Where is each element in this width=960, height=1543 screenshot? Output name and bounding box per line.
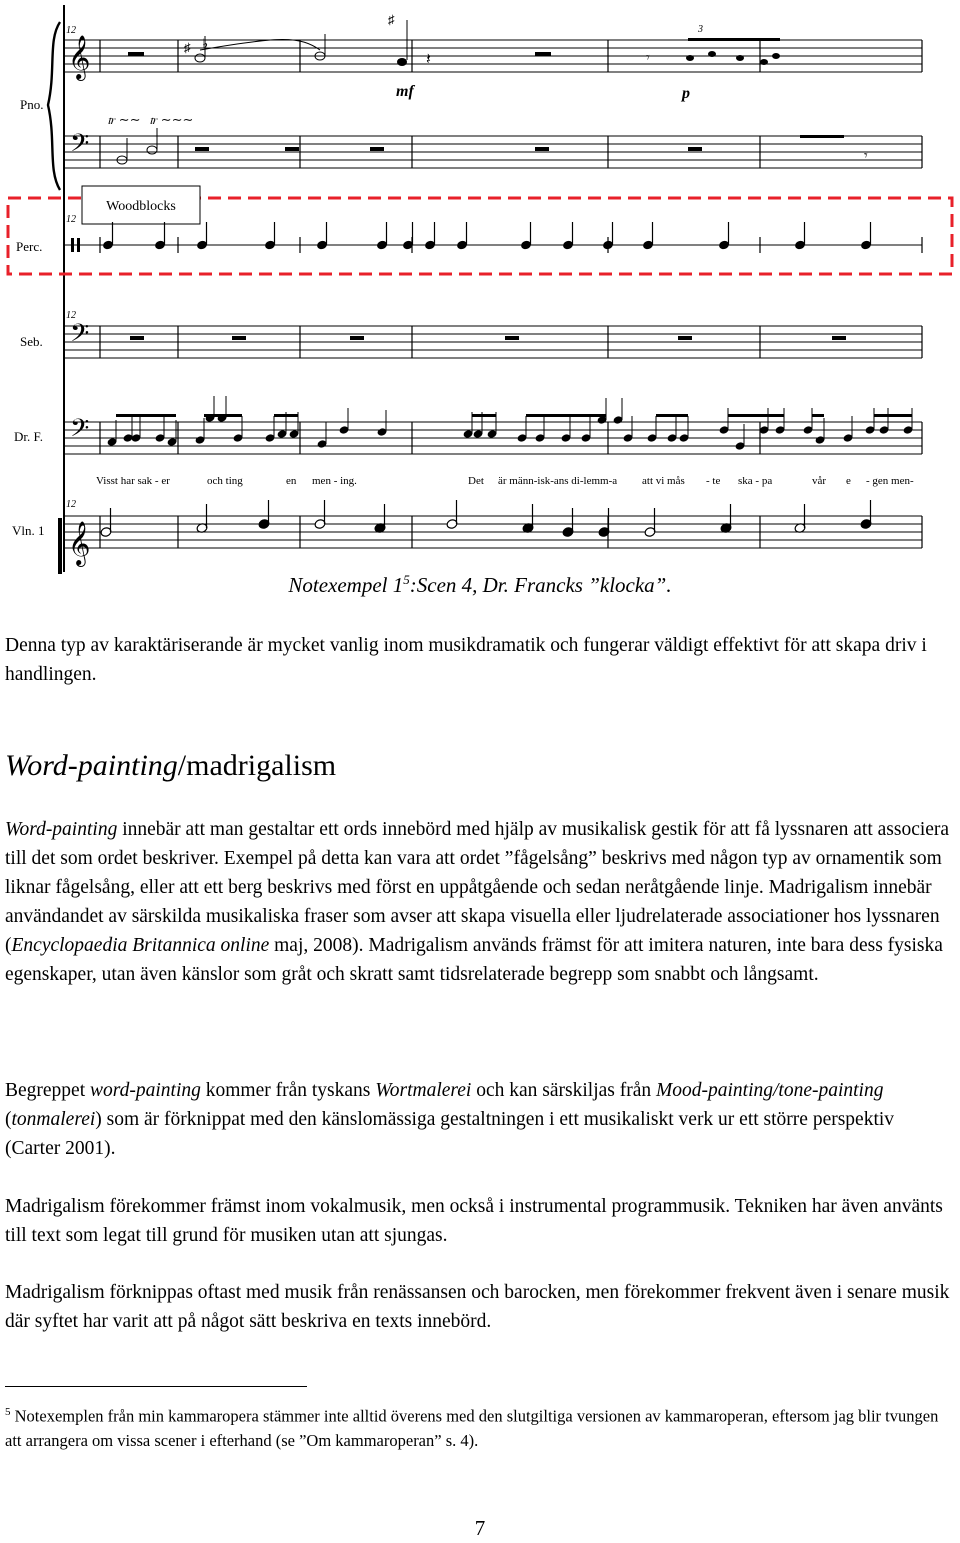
- whole-rest: [505, 336, 519, 340]
- svg-text:♯: ♯: [388, 12, 395, 27]
- italic-term: Mood-painting/tone-painting: [656, 1080, 884, 1101]
- lyric-syllable: att vi mås: [642, 475, 685, 487]
- caption-text: :Scen 4, Dr. Francks ”klocka”.: [409, 573, 672, 597]
- measure-barlines: [100, 40, 922, 548]
- italic-term: word-painting: [90, 1080, 201, 1101]
- paragraph-text: (: [5, 1109, 12, 1130]
- lyric-syllable: vår: [812, 475, 827, 487]
- lyrics-line: [96, 475, 914, 487]
- footnote-separator: [5, 1386, 307, 1387]
- measure-number: 12: [66, 310, 76, 321]
- lyric-syllable: - te: [706, 475, 721, 487]
- instrument-drf-label: Dr. F.: [14, 429, 43, 444]
- beam: [874, 414, 912, 417]
- measure-number: 12: [66, 499, 76, 510]
- lyric-syllable: och ting: [207, 475, 243, 487]
- beam: [204, 414, 242, 417]
- paragraph-text: ) som är förknippat med den känslomässiga gestaltningen i ett musikaliskt verk ur ett större perspektiv (Carter 2001).: [5, 1109, 895, 1159]
- bass-clef-icon: 𝄢: [70, 130, 90, 163]
- figure-caption: [0, 572, 960, 598]
- svg-text:𝄾: 𝄾: [864, 149, 868, 164]
- lyric-syllable: men - ing.: [312, 475, 357, 487]
- whole-rest: [678, 336, 692, 340]
- footnote-text: Notexemplen från min kammaropera stämmer inte alltid överens med den slutgiltiga versionen av kammaroperan, eftersom jag blir tvungen att arrangera om vissa scener i efterhand (se ”Om kammaroperan” s. 4).: [5, 1406, 939, 1450]
- section-heading: [5, 746, 336, 786]
- instrument-piano-label: Pno.: [20, 97, 44, 112]
- body-paragraph: Denna typ av karaktäriserande är mycket vanlig inom musikdramatik och fungerar väldigt effektivt för att skapa driv i handlingen.: [5, 635, 927, 685]
- seb-rests: [130, 336, 846, 340]
- instrument-seb-label: Seb.: [20, 334, 43, 349]
- svg-text:𝆖 ∼∼∼: 𝆖 ∼∼∼: [150, 112, 194, 127]
- piano-brace: [48, 22, 60, 190]
- dynamic-mark: p: [682, 85, 690, 102]
- paragraph-text: Begreppet: [5, 1080, 91, 1101]
- italic-term: Word-painting: [5, 819, 118, 840]
- measure-number: 12: [66, 214, 76, 225]
- svg-text:𝄾: 𝄾: [646, 51, 650, 66]
- beam: [116, 414, 176, 417]
- violin-bracket: [58, 518, 62, 574]
- beam: [728, 414, 784, 417]
- footnote-reference: 5: [403, 572, 410, 587]
- tuplet-number: 3: [698, 24, 703, 35]
- body-paragraph: [5, 815, 950, 989]
- italic-term: tonmalerei: [11, 1109, 96, 1130]
- svg-text:𝆖 ∼∼: 𝆖 ∼∼: [108, 112, 141, 127]
- beam: [526, 414, 606, 417]
- whole-rest: [350, 336, 364, 340]
- lyric-syllable: Det: [468, 475, 484, 487]
- lyric-syllable: ska - pa: [738, 475, 773, 487]
- whole-rest: [832, 336, 846, 340]
- woodblocks-label: Woodblocks: [106, 199, 176, 214]
- italic-term: Wortmalerei: [375, 1080, 472, 1101]
- treble-clef-icon: 𝄞: [68, 37, 91, 79]
- bass-clef-icon: 𝄢: [70, 415, 90, 448]
- piano-bass-notes: [108, 112, 868, 164]
- italic-source: Encyclopaedia Britannica online: [11, 935, 270, 956]
- drf-notes: [107, 396, 914, 451]
- percussion-notes: [102, 222, 872, 250]
- beam: [274, 414, 298, 417]
- body-paragraph: [5, 1076, 950, 1163]
- dynamic-mark: mf: [396, 83, 414, 100]
- whole-rest: [232, 336, 246, 340]
- svg-text:♭: ♭: [202, 36, 209, 51]
- footnote: [5, 1400, 950, 1453]
- lyric-syllable: Visst har sak - er: [96, 475, 170, 487]
- paragraph-text: kommer från tyskans: [200, 1080, 376, 1101]
- music-score: [0, 0, 960, 580]
- treble-clef-icon: 𝄞: [68, 523, 91, 565]
- lyric-syllable: är männ-isk-ans di-lemm-a: [498, 475, 618, 487]
- body-paragraph: Madrigalism förknippas oftast med musik från renässansen och barocken, men förekommer frekvent även i senare musik där syftet har varit att på något sätt beskriva en texts innebörd.: [5, 1282, 950, 1332]
- measure-number: 12: [66, 25, 76, 36]
- lyric-syllable: e: [846, 475, 851, 487]
- heading-rest: /madrigalism: [177, 749, 337, 782]
- paragraph-text: maj, 2008). Madrigalism används främst för att imitera naturen, inte bara dess fysiska egenskaper, utan även känslor som gråt och skratt samt tidsrelaterade begrepp som snabbt och långsamt.: [5, 935, 943, 985]
- lyric-syllable: - gen men-: [866, 475, 914, 487]
- footnote-number: 5: [5, 1406, 11, 1418]
- bass-clef-icon: 𝄢: [70, 320, 90, 353]
- paragraph-text: innebär att man gestaltar ett ords innebörd med hjälp av musikalisk gestik för att få lyssnaren att associera till det som ordet beskriver. Exempel på detta kan vara att ordet ”fågelsång” beskrivs med någon typ av ornamentik som liknar fågelsång, eller att ett berg beskrivs med först en uppåtgående och sedan neråtgående linje. Madrigalism innebär användandet av särskilda musikaliska fraser som avser att skapa visuella eller ljudrelaterade associationer hos lyssnaren (: [5, 819, 950, 956]
- beam: [656, 414, 688, 417]
- caption-prefix: Notexempel 1: [288, 573, 404, 597]
- beam: [812, 414, 824, 417]
- lyric-syllable: en: [286, 475, 297, 487]
- instrument-violin-label: Vln. 1: [12, 523, 45, 538]
- svg-text:𝄽: 𝄽: [426, 51, 431, 68]
- page-number: 7: [474, 1516, 486, 1540]
- beam: [472, 414, 496, 417]
- heading-italic: Word-painting: [5, 749, 178, 782]
- paragraph-text: och kan särskiljas från: [471, 1080, 656, 1101]
- body-paragraph: Madrigalism förekommer främst inom vokalmusik, men också i instrumental programmusik. Tekniken har även använts till text som legat till grund för musiken utan att sjungas.: [5, 1196, 943, 1246]
- svg-text:♯: ♯: [184, 40, 191, 55]
- instrument-percussion-label: Perc.: [16, 239, 43, 254]
- whole-rest: [130, 336, 144, 340]
